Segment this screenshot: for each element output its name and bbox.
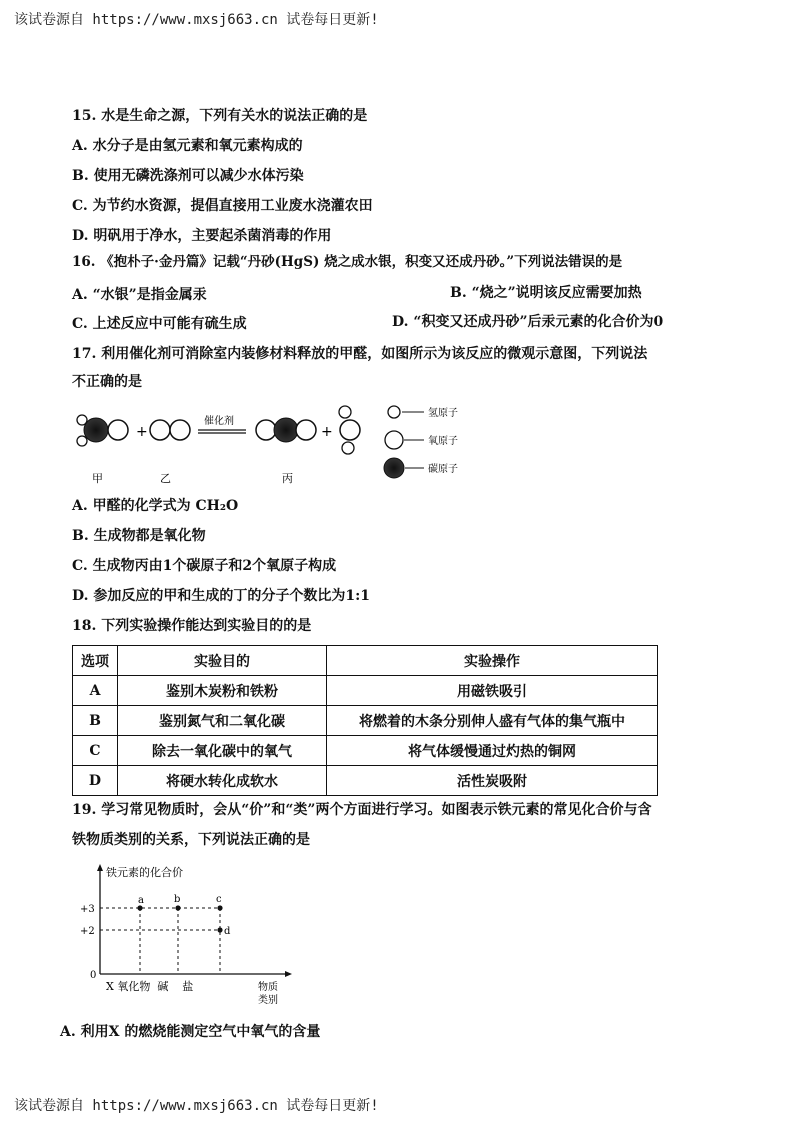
catalyst-label: 催化剂 — [204, 416, 234, 427]
x-axis-label-2: 类别 — [258, 995, 278, 1006]
point-a-label: a — [138, 895, 144, 906]
ytick-zero: 0 — [90, 970, 97, 981]
table-header-row — [73, 646, 658, 676]
point-a — [137, 905, 142, 910]
q15-option-a: A. 水分子是由氢元素和氧元素构成的 — [72, 138, 303, 154]
table-row — [73, 706, 658, 736]
table-cell: 将气体缓慢通过灼热的铜网 — [327, 736, 658, 766]
legend-oxygen: 氧原子 — [428, 436, 458, 447]
svg-text:+: + — [321, 424, 333, 440]
molecule-yi — [150, 420, 190, 440]
point-d-label: d — [224, 926, 231, 937]
reaction-diagram — [60, 398, 520, 488]
table-cell: 将硬水转化成软水 — [118, 766, 327, 796]
table-cell: 活性炭吸附 — [327, 766, 658, 796]
q15-option-d: D. 明矾用于净水，主要起杀菌消毒的作用 — [72, 228, 332, 244]
table-cell: 鉴别氮气和二氧化碳 — [118, 706, 327, 736]
q17-option-c: C. 生成物丙由1个碳原子和2个氧原子构成 — [72, 558, 337, 574]
q16-option-c: C. 上述反应中可能有硫生成 — [72, 316, 247, 332]
table-cell: 将燃着的木条分别伸人盛有气体的集气瓶中 — [327, 706, 658, 736]
table-cell: C — [73, 736, 118, 766]
label-yi: 乙 — [160, 472, 171, 485]
table-header-operation: 实验操作 — [327, 646, 658, 676]
label-jia: 甲 — [92, 472, 103, 485]
q19-option-a: A. 利用X 的燃烧能测定空气中氧气的含量 — [60, 1024, 321, 1040]
table-cell: B — [73, 706, 118, 736]
experiment-table — [72, 645, 658, 796]
molecule-bing — [256, 418, 316, 442]
q16-option-d: D. “积变又还成丹砂”后汞元素的化合价为0 — [392, 314, 664, 330]
q19-stem-line2: 铁物质类别的关系，下列说法正确的是 — [72, 832, 310, 848]
ytick-plus3: +3 — [80, 904, 95, 915]
page-footer: 该试卷源自 https://www.mxsj663.cn 试卷每日更新! — [14, 1098, 379, 1114]
ytick-plus2: +2 — [80, 926, 95, 937]
table-cell: 用磁铁吸引 — [327, 676, 658, 706]
q18-stem: 18. 下列实验操作能达到实验目的的是 — [72, 618, 312, 634]
q17-stem-line1: 17. 利用催化剂可消除室内装修材料释放的甲醛，如图所示为该反应的微观示意图，下列说法 — [72, 346, 648, 362]
table-row — [73, 736, 658, 766]
point-d — [217, 927, 222, 932]
q16-option-b: B. “烧之”说明该反应需要加热 — [450, 285, 642, 301]
q19-stem-line1: 19. 学习常见物质时，会从“价”和“类”两个方面进行学习。如图表示铁元素的常见化合价与含 — [72, 802, 652, 818]
page-header: 该试卷源自 https://www.mxsj663.cn 试卷每日更新! — [14, 12, 379, 28]
q16-option-a: A. “水银”是指金属汞 — [72, 287, 207, 303]
x-axis-categories: X 氧化物 碱 盐 — [106, 980, 194, 993]
point-c — [217, 905, 222, 910]
q17-option-d: D. 参加反应的甲和生成的丁的分子个数比为1:1 — [72, 588, 371, 604]
molecule-ding — [339, 406, 360, 454]
x-axis-label-1: 物质 — [258, 982, 278, 993]
table-header-option: 选项 — [73, 646, 118, 676]
table-header-purpose: 实验目的 — [118, 646, 327, 676]
q17-option-a: A. 甲醛的化学式为 CH₂O — [72, 498, 239, 514]
table-cell: 鉴别木炭粉和铁粉 — [118, 676, 327, 706]
point-b — [175, 905, 180, 910]
valence-category-chart — [78, 860, 308, 1010]
legend-carbon: 碳原子 — [428, 464, 458, 475]
q15-option-c: C. 为节约水资源，提倡直接用工业废水浇灌农田 — [72, 198, 373, 214]
svg-text:+: + — [136, 424, 148, 440]
label-bing: 丙 — [282, 472, 293, 485]
q15-option-b: B. 使用无磷洗涤剂可以减少水体污染 — [72, 168, 304, 184]
point-c-label: c — [216, 894, 222, 905]
y-axis-label: 铁元素的化合价 — [106, 866, 183, 879]
table-row — [73, 676, 658, 706]
table-row — [73, 766, 658, 796]
legend — [384, 406, 458, 478]
q17-stem-line2: 不正确的是 — [72, 374, 142, 390]
q17-option-b: B. 生成物都是氧化物 — [72, 528, 206, 544]
table-cell: 除去一氧化碳中的氧气 — [118, 736, 327, 766]
table-cell: D — [73, 766, 118, 796]
q15-stem: 15. 水是生命之源，下列有关水的说法正确的是 — [72, 108, 368, 124]
legend-hydrogen: 氢原子 — [428, 408, 458, 419]
point-b-label: b — [174, 894, 181, 905]
molecule-jia — [77, 415, 128, 446]
q16-stem: 16. 《抱朴子·金丹篇》记载“丹砂(HgS) 烧之成水银，积变又还成丹砂。”下列说法错误的是 — [72, 254, 623, 270]
table-cell: A — [73, 676, 118, 706]
